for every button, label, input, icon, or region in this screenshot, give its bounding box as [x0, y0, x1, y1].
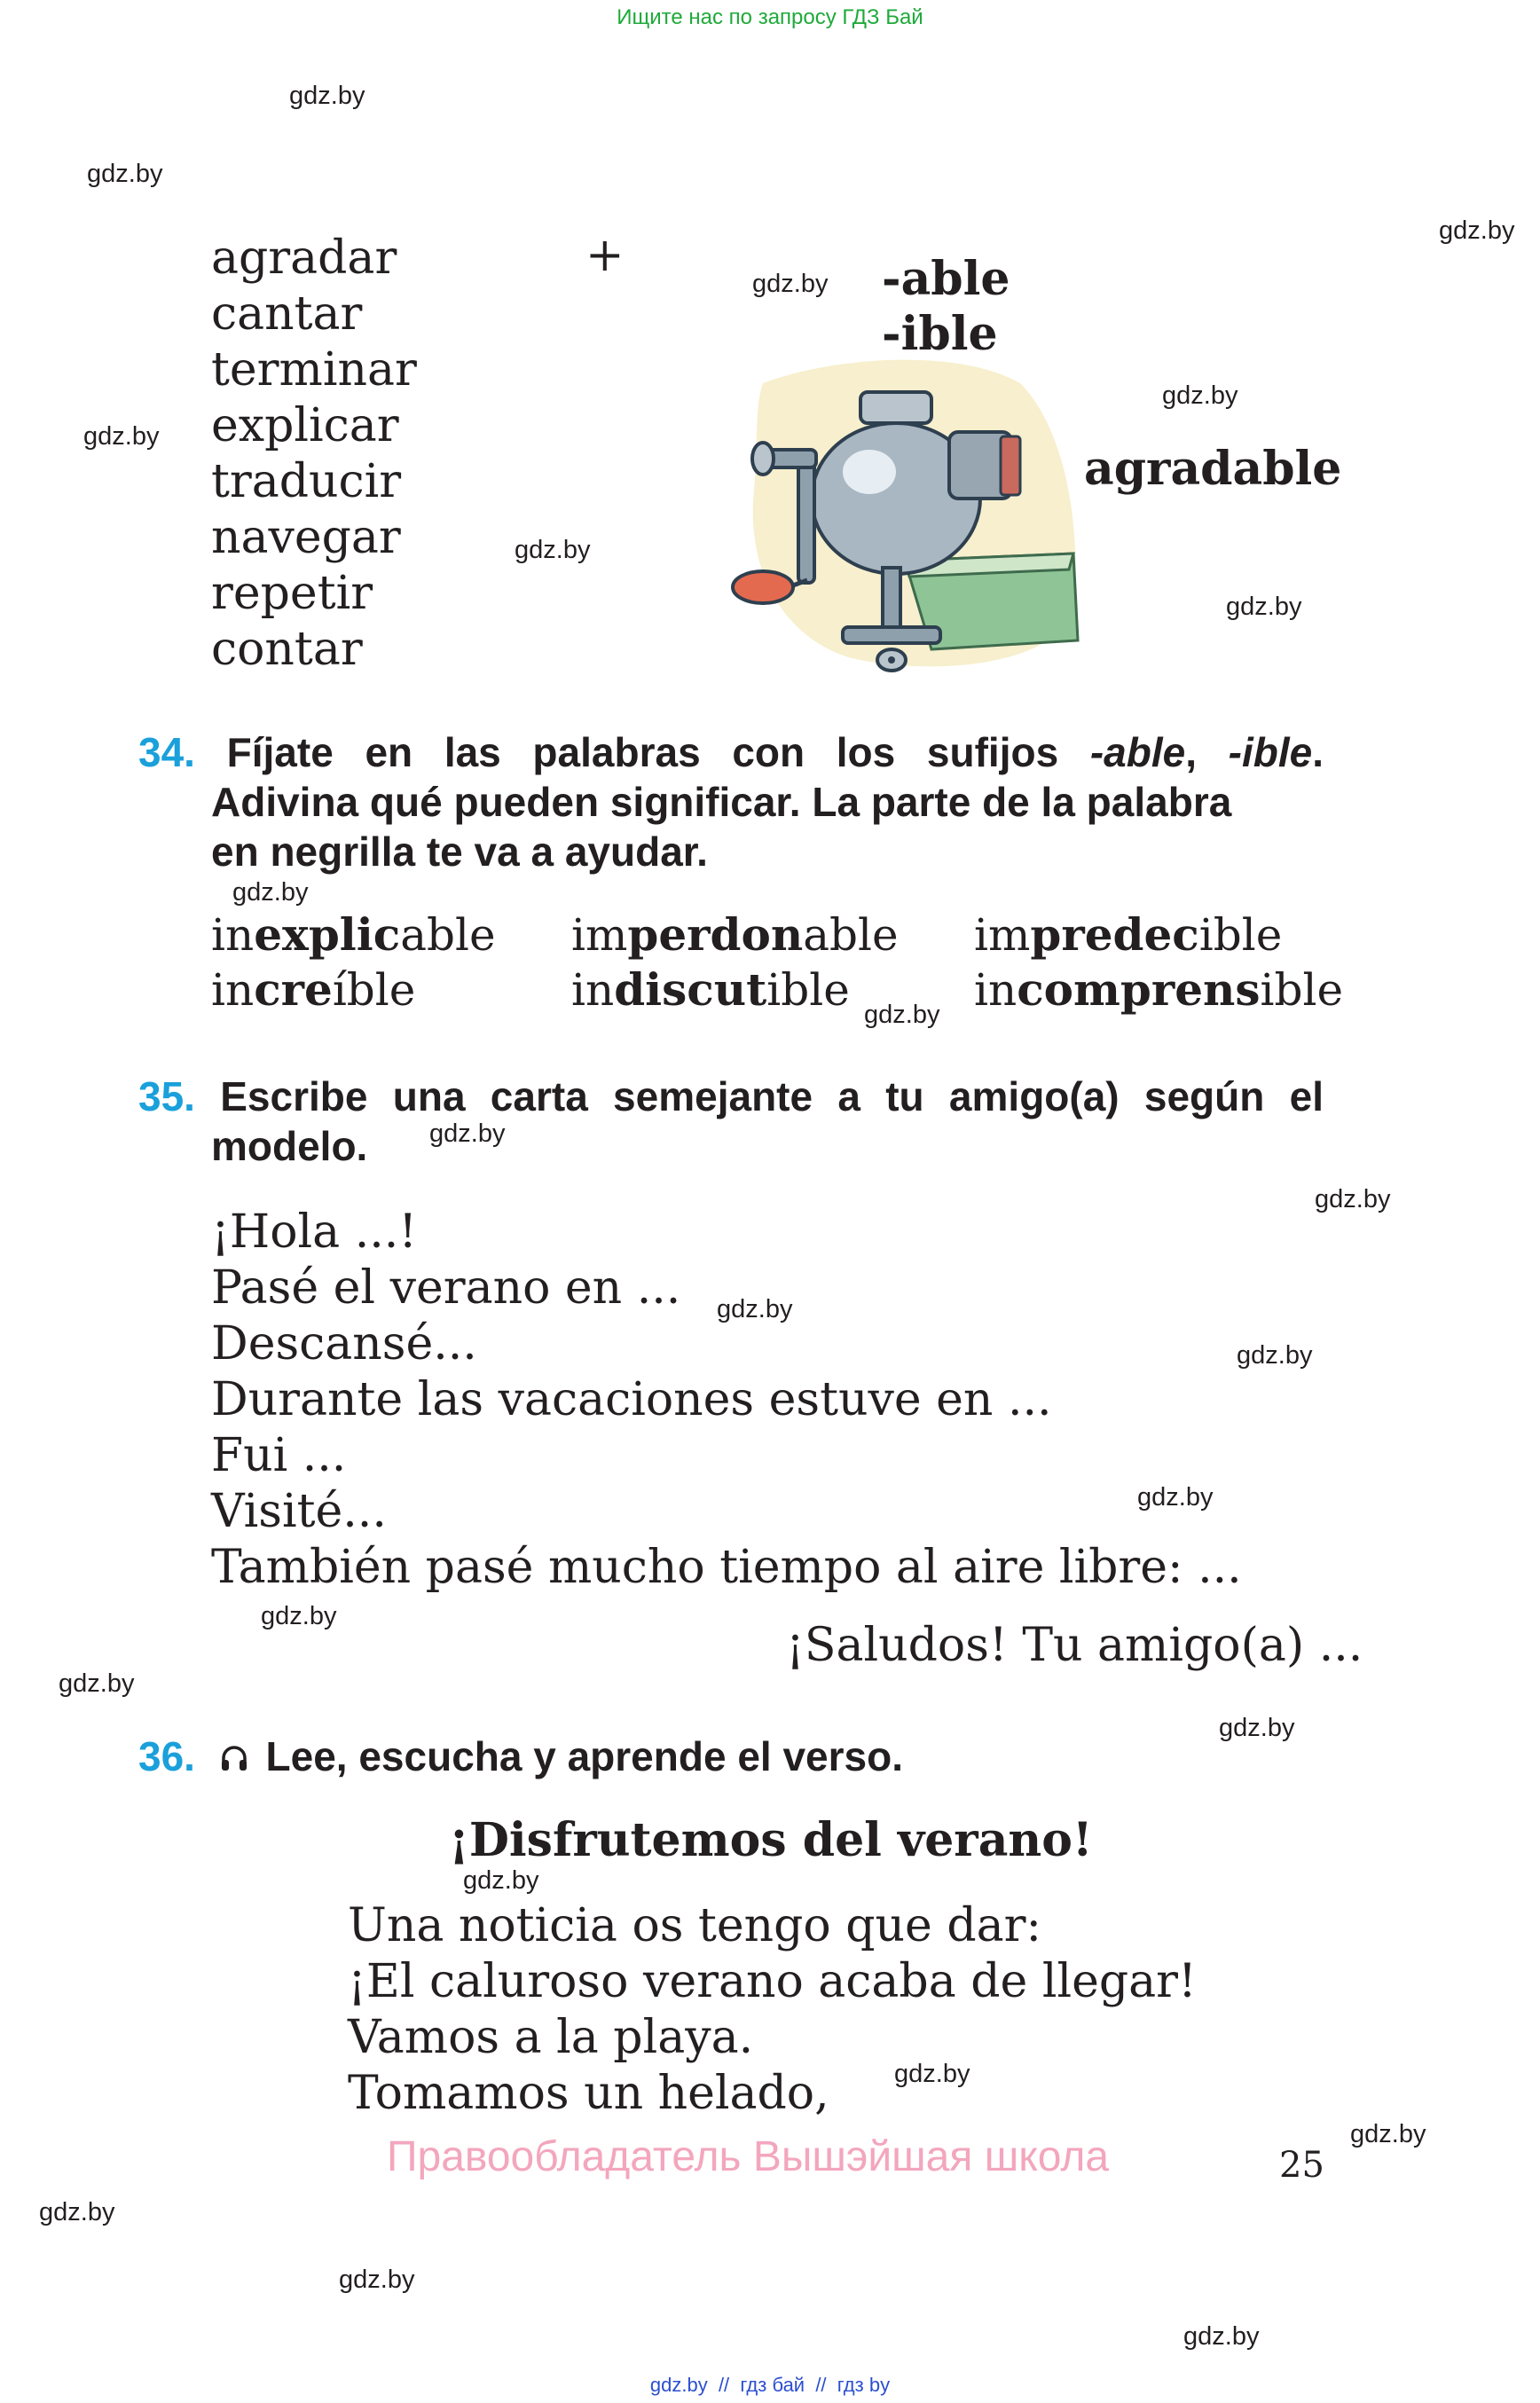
letter-closing: ¡Saludos! Tu amigo(a) ...: [786, 1619, 1363, 1672]
punctuation: .: [1312, 729, 1324, 775]
exercise-36: [138, 1732, 903, 1781]
watermark: gdz.by: [339, 2266, 415, 2294]
watermark: gdz.by: [717, 1295, 793, 1323]
letter-line: ¡Hola ...!: [211, 1205, 418, 1259]
meat-grinder-illustration: [727, 348, 1100, 685]
exercise-number: 36.: [138, 1733, 195, 1779]
watermark: gdz.by: [1226, 593, 1302, 621]
watermark: gdz.by: [1350, 2120, 1426, 2148]
watermark: gdz.by: [39, 2198, 115, 2226]
watermark: gdz.by: [463, 1866, 539, 1895]
watermark: gdz.by: [1237, 1341, 1313, 1370]
headphones-icon[interactable]: [219, 1744, 249, 1774]
poem-line: ¡El caluroso verano acaba de llegar!: [348, 1955, 1197, 2008]
watermark: gdz.by: [515, 536, 591, 564]
poem-title: ¡Disfrutemos del verano!: [449, 1813, 1093, 1867]
watermark: gdz.by: [894, 2060, 970, 2088]
verb: navegar: [211, 511, 401, 564]
suffix-able: -able: [882, 252, 1010, 306]
instruction-line: Adivina qué pueden significar. La parte de la palabra: [211, 779, 1232, 825]
verb: repetir: [211, 567, 373, 620]
verb: contar: [211, 623, 363, 676]
watermark: gdz.by: [83, 422, 160, 451]
verb: traducir: [211, 455, 402, 508]
word: impredecible: [974, 908, 1283, 961]
watermark: gdz.by: [1162, 381, 1238, 410]
word: incomprensible: [974, 963, 1344, 1016]
suffix-italic: -able: [1089, 729, 1186, 775]
watermark: gdz.by: [261, 1602, 337, 1630]
top-banner[interactable]: Ищите нас по запросу ГДЗ Бай: [617, 5, 923, 29]
word: increíble: [211, 963, 416, 1016]
watermark: gdz.by: [1439, 216, 1515, 245]
watermark: gdz.by: [289, 82, 365, 110]
letter-line: Pasé el verano en ...: [211, 1261, 681, 1315]
poem-line: Tomamos un helado,: [348, 2067, 829, 2120]
watermark: gdz.by: [87, 160, 163, 188]
verb: terminar: [211, 343, 417, 397]
exercise-35: [138, 1072, 1324, 1121]
watermark: gdz.by: [1315, 1185, 1391, 1213]
letter-line: Durante las vacaciones estuve en ...: [211, 1373, 1052, 1426]
verb: cantar: [211, 287, 363, 341]
instruction-line: modelo.: [211, 1123, 368, 1169]
watermark: gdz.by: [752, 270, 829, 298]
plus-sign: +: [585, 229, 625, 282]
word: imperdonable: [571, 908, 899, 961]
verb-list: [211, 231, 417, 678]
instruction-text: Lee, escucha y aprende el verso.: [265, 1733, 903, 1779]
word: inexplicable: [211, 908, 496, 961]
instruction-text: Fíjate en las palabras con los sufijos: [226, 729, 1090, 775]
copyright-notice: Правообладатель Вышэйшая школа: [387, 2133, 1110, 2180]
poem-line: Una noticia os tengo que dar:: [348, 1899, 1042, 1952]
suffix-italic: -ible: [1228, 729, 1313, 775]
punctuation: ,: [1185, 729, 1229, 775]
watermark: gdz.by: [1219, 1714, 1295, 1742]
exercise-34: [138, 727, 1324, 777]
letter-line: También pasé mucho tiempo al aire libre: ...: [211, 1541, 1242, 1594]
instruction-line: en negrilla te va a ayudar.: [211, 828, 708, 875]
page-number: 25: [1279, 2145, 1324, 2186]
watermark: gdz.by: [864, 1001, 940, 1029]
watermark: gdz.by: [232, 878, 309, 907]
result-word: agradable: [1084, 442, 1342, 496]
letter-line: Visité...: [211, 1485, 387, 1538]
letter-line: Fui ...: [211, 1429, 347, 1482]
word: indiscutible: [571, 963, 850, 1016]
watermark: gdz.by: [59, 1669, 135, 1698]
instruction-text: Escribe una carta semejante a tu amigo(a) según el: [220, 1073, 1324, 1119]
exercise-number: 35.: [138, 1073, 195, 1119]
suffix-ible: -ible: [882, 307, 998, 361]
poem-line: Vamos a la playa.: [348, 2011, 754, 2064]
watermark: gdz.by: [1137, 1483, 1214, 1512]
verb: explicar: [211, 399, 399, 452]
watermark: gdz.by: [1183, 2322, 1260, 2351]
verb: agradar: [211, 232, 397, 285]
footer-links[interactable]: gdz.by // гдз бай // гдз by: [649, 2374, 891, 2396]
exercise-number: 34.: [138, 729, 195, 775]
watermark: gdz.by: [429, 1119, 506, 1148]
letter-line: Descansé...: [211, 1317, 477, 1370]
